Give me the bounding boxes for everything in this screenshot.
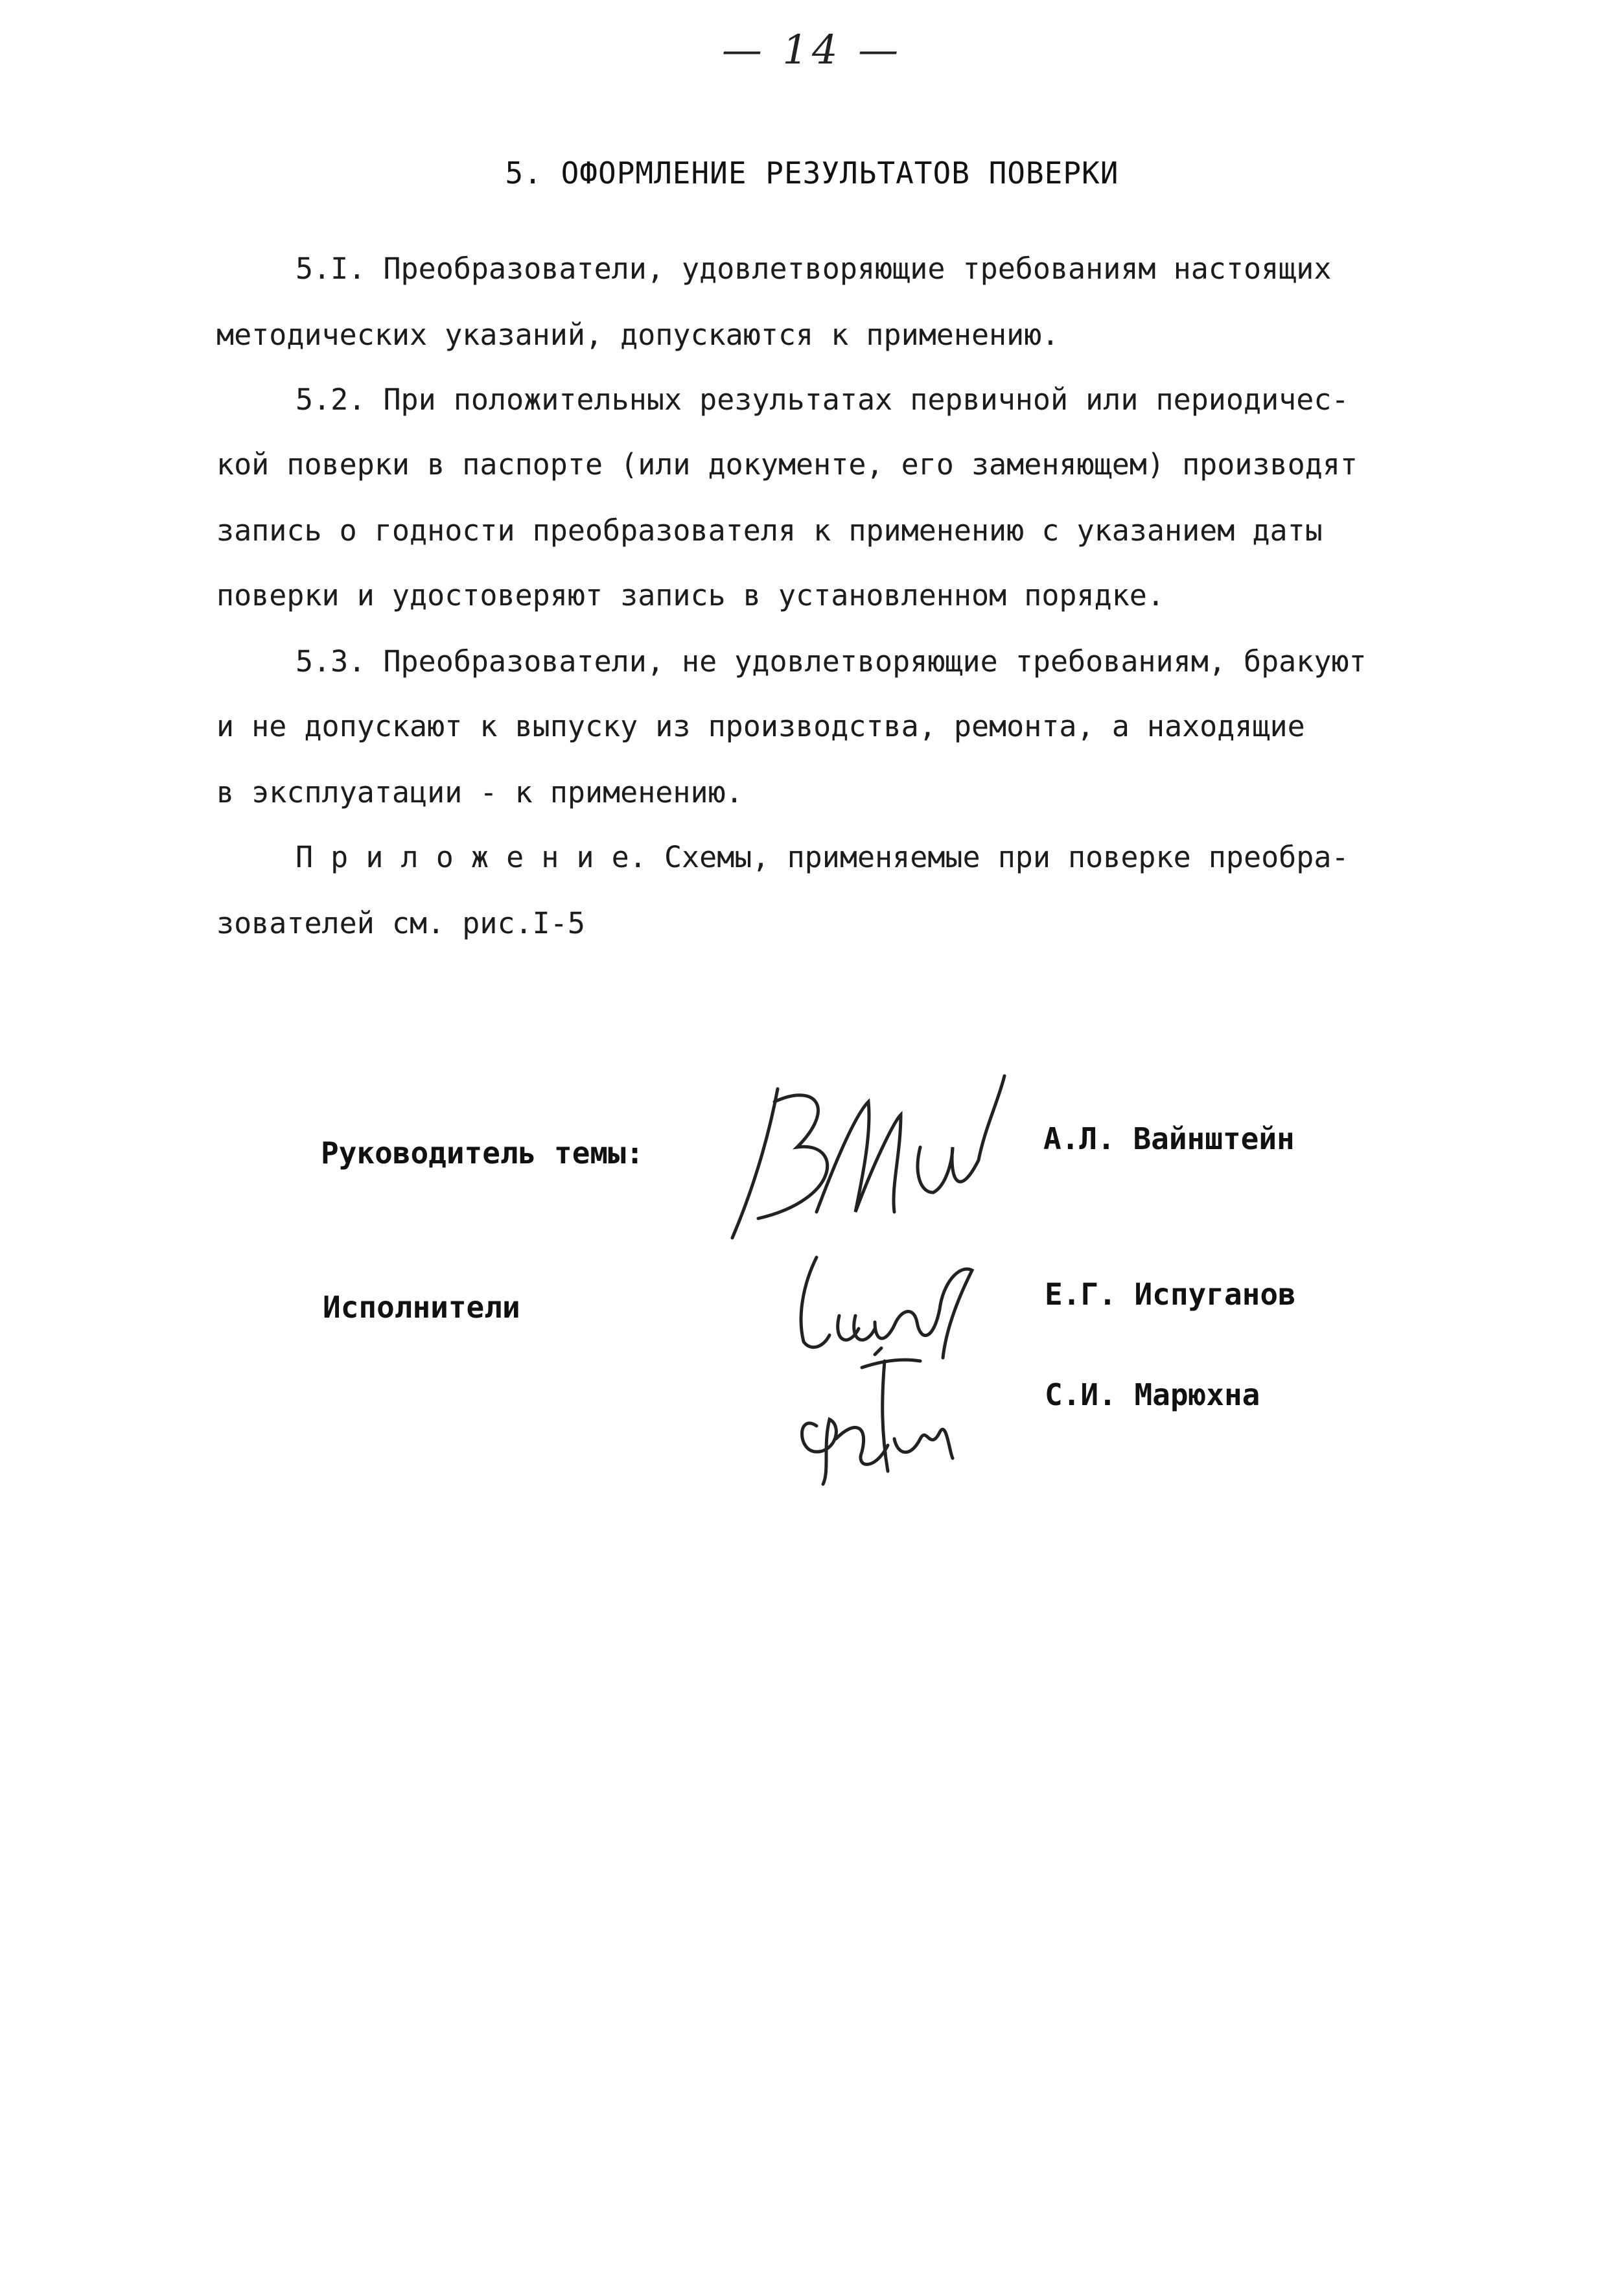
appendix-line-2: зователей см. рис.I-5: [216, 906, 585, 940]
leader-signature: [706, 1063, 1017, 1257]
paragraph-5-2-line-4: поверки и удостоверяют запись в установленном порядке.: [216, 578, 1165, 612]
paragraph-5-2-line-1: 5.2. При положительных результатах первичной или периодичес-: [296, 382, 1349, 417]
executor-2-signature: [784, 1342, 1004, 1491]
executor-2-name: С.И. Марюхна: [1045, 1377, 1260, 1412]
paragraph-5-3-line-2: и не допускают к выпуску из производства, ремонта, а находящие: [216, 709, 1305, 743]
page-number: — 14 —: [721, 26, 903, 73]
paragraph-5-3-line-3: в эксплуатации - к применению.: [216, 775, 743, 809]
section-heading: 5. ОФОРМЛЕНИЕ РЕЗУЛЬТАТОВ ПОВЕРКИ: [505, 156, 1119, 191]
executors-label: Исполнители: [323, 1290, 520, 1325]
paragraph-5-2-line-3: запись о годности преобразователя к применению с указанием даты: [216, 513, 1323, 548]
paragraph-5-2-line-2: кой поверки в паспорте (или документе, его заменяющем) производят: [216, 447, 1358, 482]
leader-label: Руководитель темы:: [321, 1135, 644, 1170]
paragraph-5-3-line-1: 5.3. Преобразователи, не удовлетворяющие требованиям, бракуют: [296, 644, 1367, 679]
leader-name: А.Л. Вайнштейн: [1043, 1121, 1295, 1156]
executor-1-name: Е.Г. Испуганов: [1045, 1277, 1296, 1312]
paragraph-5-1-line-2: методических указаний, допускаются к применению.: [216, 318, 1060, 352]
paragraph-5-1-line-1: 5.I. Преобразователи, удовлетворяющие требованиям настоящих: [296, 251, 1332, 286]
appendix-line-1: П р и л о ж е н и е. Схемы, применяемые при поверке преобра-: [296, 840, 1349, 874]
